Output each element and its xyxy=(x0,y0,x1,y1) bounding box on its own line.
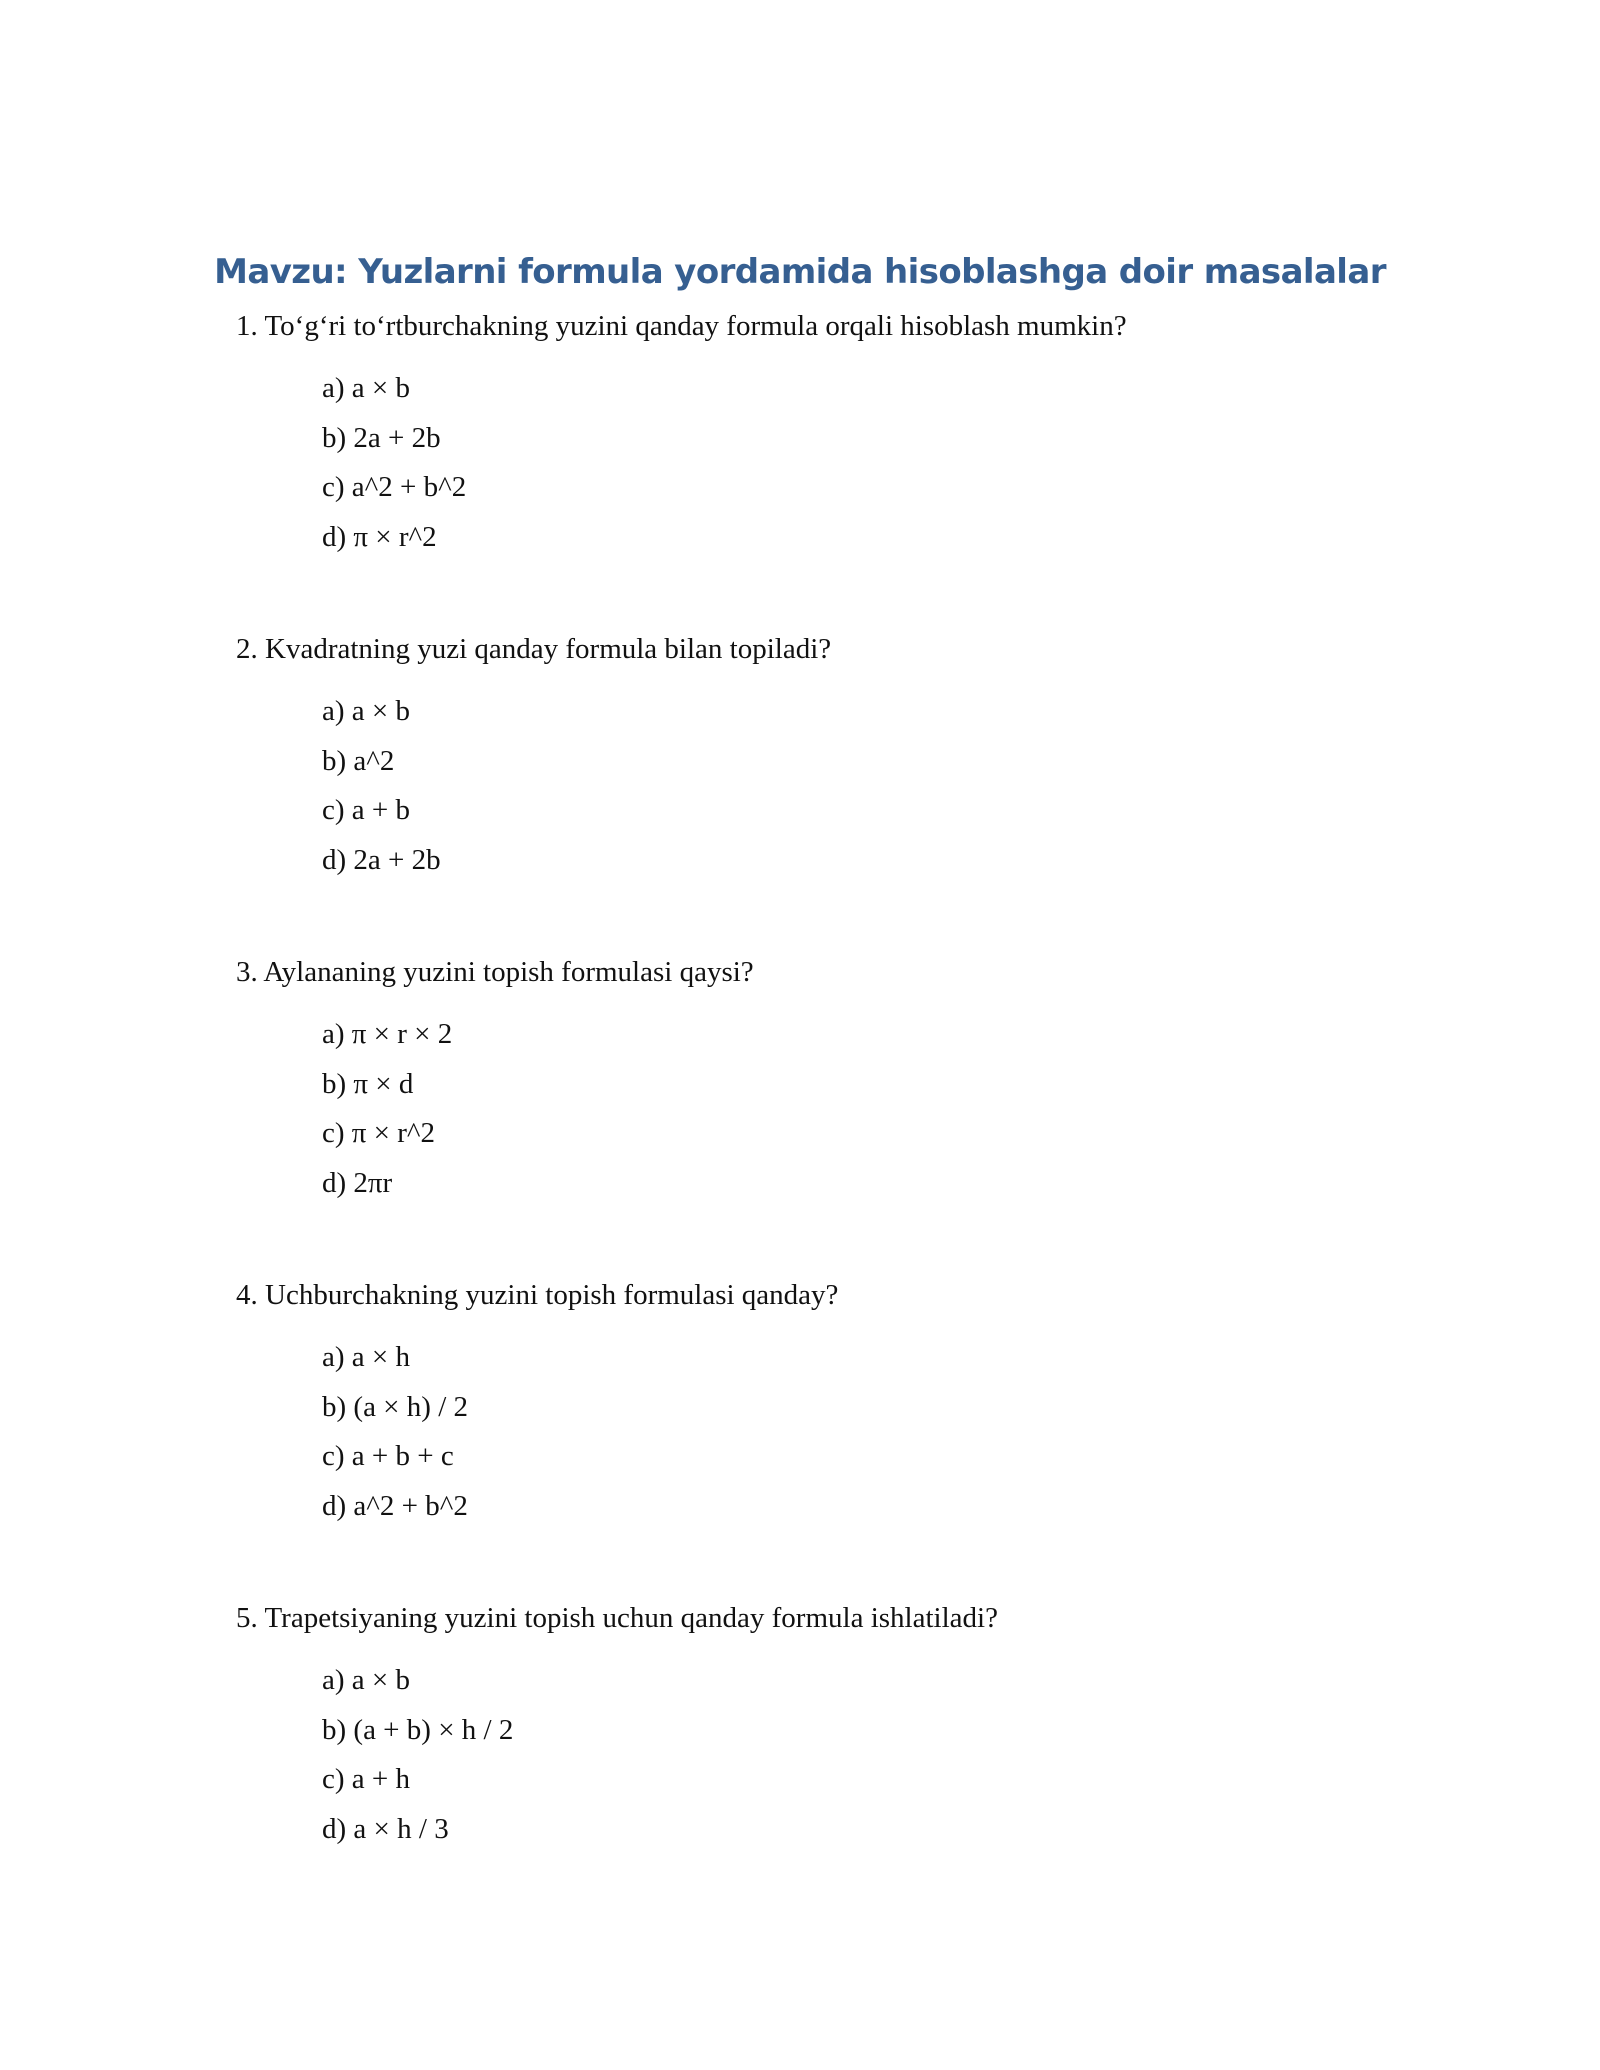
question-text: 3. Aylananing yuzini topish formulasi qaysi? xyxy=(236,956,754,988)
question-text: 2. Kvadratning yuzi qanday formula bilan topiladi? xyxy=(236,633,832,665)
option-list xyxy=(322,687,1436,885)
option-d: d) 2a + 2b xyxy=(322,843,441,876)
option-a: a) π × r × 2 xyxy=(322,1018,453,1050)
option-d: d) 2πr xyxy=(322,1166,393,1199)
option-b: b) (a + b) × h / 2 xyxy=(322,1713,514,1746)
option-a: a) a × h xyxy=(322,1341,411,1373)
option-a: a) a × b xyxy=(322,1664,411,1696)
option-c: c) a + h xyxy=(322,1763,411,1795)
question-4 xyxy=(236,1275,1436,1598)
option-b: b) a^2 xyxy=(322,744,395,777)
option-a: a) a × b xyxy=(322,372,411,404)
option-a: a) a × b xyxy=(322,695,411,727)
option-c: c) π × r^2 xyxy=(322,1117,436,1149)
option-c: c) a^2 + b^2 xyxy=(322,471,467,503)
document-title: Mavzu: Yuzlarni formula yordamida hisoblashga doir masalalar xyxy=(214,252,1386,292)
question-2 xyxy=(236,629,1436,952)
question-3 xyxy=(236,952,1436,1275)
option-c: c) a + b xyxy=(322,794,411,826)
question-5 xyxy=(236,1598,1436,1921)
question-text: 5. Trapetsiyaning yuzini topish uchun qanday formula ishlatiladi? xyxy=(236,1602,998,1634)
option-list xyxy=(322,364,1436,562)
option-d: d) a × h / 3 xyxy=(322,1812,449,1845)
option-d: d) a^2 + b^2 xyxy=(322,1489,468,1522)
option-b: b) π × d xyxy=(322,1067,414,1100)
option-list xyxy=(322,1010,1436,1208)
option-list xyxy=(322,1333,1436,1531)
option-b: b) (a × h) / 2 xyxy=(322,1390,469,1423)
question-text: 1. To‘g‘ri to‘rtburchakning yuzini qanday formula orqali hisoblash mumkin? xyxy=(236,310,1127,342)
question-text: 4. Uchburchakning yuzini topish formulasi qanday? xyxy=(236,1279,839,1311)
option-list xyxy=(322,1656,1436,1854)
question-list xyxy=(236,306,1436,1921)
option-b: b) 2a + 2b xyxy=(322,421,441,454)
option-c: c) a + b + c xyxy=(322,1440,454,1472)
option-d: d) π × r^2 xyxy=(322,520,437,553)
question-1 xyxy=(236,306,1436,629)
